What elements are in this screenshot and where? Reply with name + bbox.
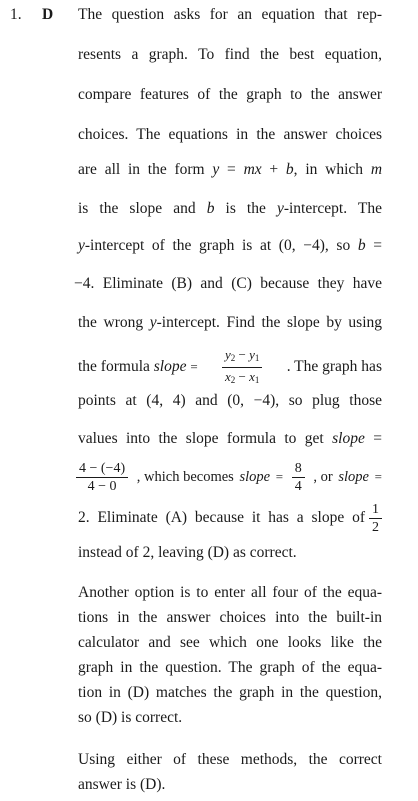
explanation-line: compare features of the graph to the answer <box>78 86 382 103</box>
explanation-line: Another option is to enter all four of the equa- <box>78 584 382 601</box>
explanation-line: The question asks for an equation that rep- <box>78 6 382 23</box>
slope-formula-fraction: $\frac{y_2 - y_1}{x_2 - x_1}$ <box>222 347 262 388</box>
explanation-line: so (D) is correct. <box>78 709 183 726</box>
explanation-line: answer is (D). <box>78 776 166 793</box>
explanation-line: y-intercept of the graph is at (0, −4), so b = <box>78 237 383 254</box>
explanation-line: is the slope and b is the y-intercept. The <box>78 200 382 217</box>
explanation-line: the wrong y-intercept. Find the slope by using <box>78 314 382 331</box>
explanation-line: instead of 2, leaving (D) as correct. <box>78 544 297 561</box>
explanation-line: Using either of these methods, the correct <box>78 751 382 768</box>
explanation-line: values into the slope formula to get slope = <box>78 430 382 447</box>
slope-result-fraction: $\frac{8}{4}$ <box>292 461 305 494</box>
explanation-line: tions in the answer choices into the built-in <box>78 609 382 626</box>
explanation-line: resents a graph. To find the best equation, <box>78 46 382 63</box>
explanation-line: are all in the form y = mx + b, in which m <box>78 161 383 178</box>
explanation-line: calculator and see which one looks like the <box>78 634 382 651</box>
slope-formula-line: the formula slope = $\frac{y_2 - y_1}{x_2 - x_1}$ . The graph has <box>78 345 382 389</box>
half-fraction: $\frac{1}{2}$ <box>369 502 382 535</box>
explanation-line: tion in (D) matches the graph in the question, <box>78 684 382 701</box>
explanation-line: choices. The equations in the answer choices <box>78 126 382 143</box>
slope-calculation-line: $\frac{4 - (-4)}{4 - 0}$ , which becomes slope = $\frac{8}{4}$ , or slope = <box>76 455 382 499</box>
slope-formula-label: the formula slope = <box>78 358 198 375</box>
explanation-line: 2. Eliminate (A) because it has a slope of $\frac{1}{2}$ <box>78 496 382 540</box>
question-number: 1. <box>10 6 22 23</box>
slope-calc-fraction: $\frac{4 - (-4)}{4 - 0}$ <box>76 461 128 494</box>
explanation-line: points at (4, 4) and (0, −4), so plug those <box>78 392 382 409</box>
explanation-line: graph in the question. The graph of the equa- <box>78 659 382 676</box>
explanation-line: −4. Eliminate (B) and (C) because they have <box>74 275 382 292</box>
correct-answer-letter: D <box>42 6 54 23</box>
